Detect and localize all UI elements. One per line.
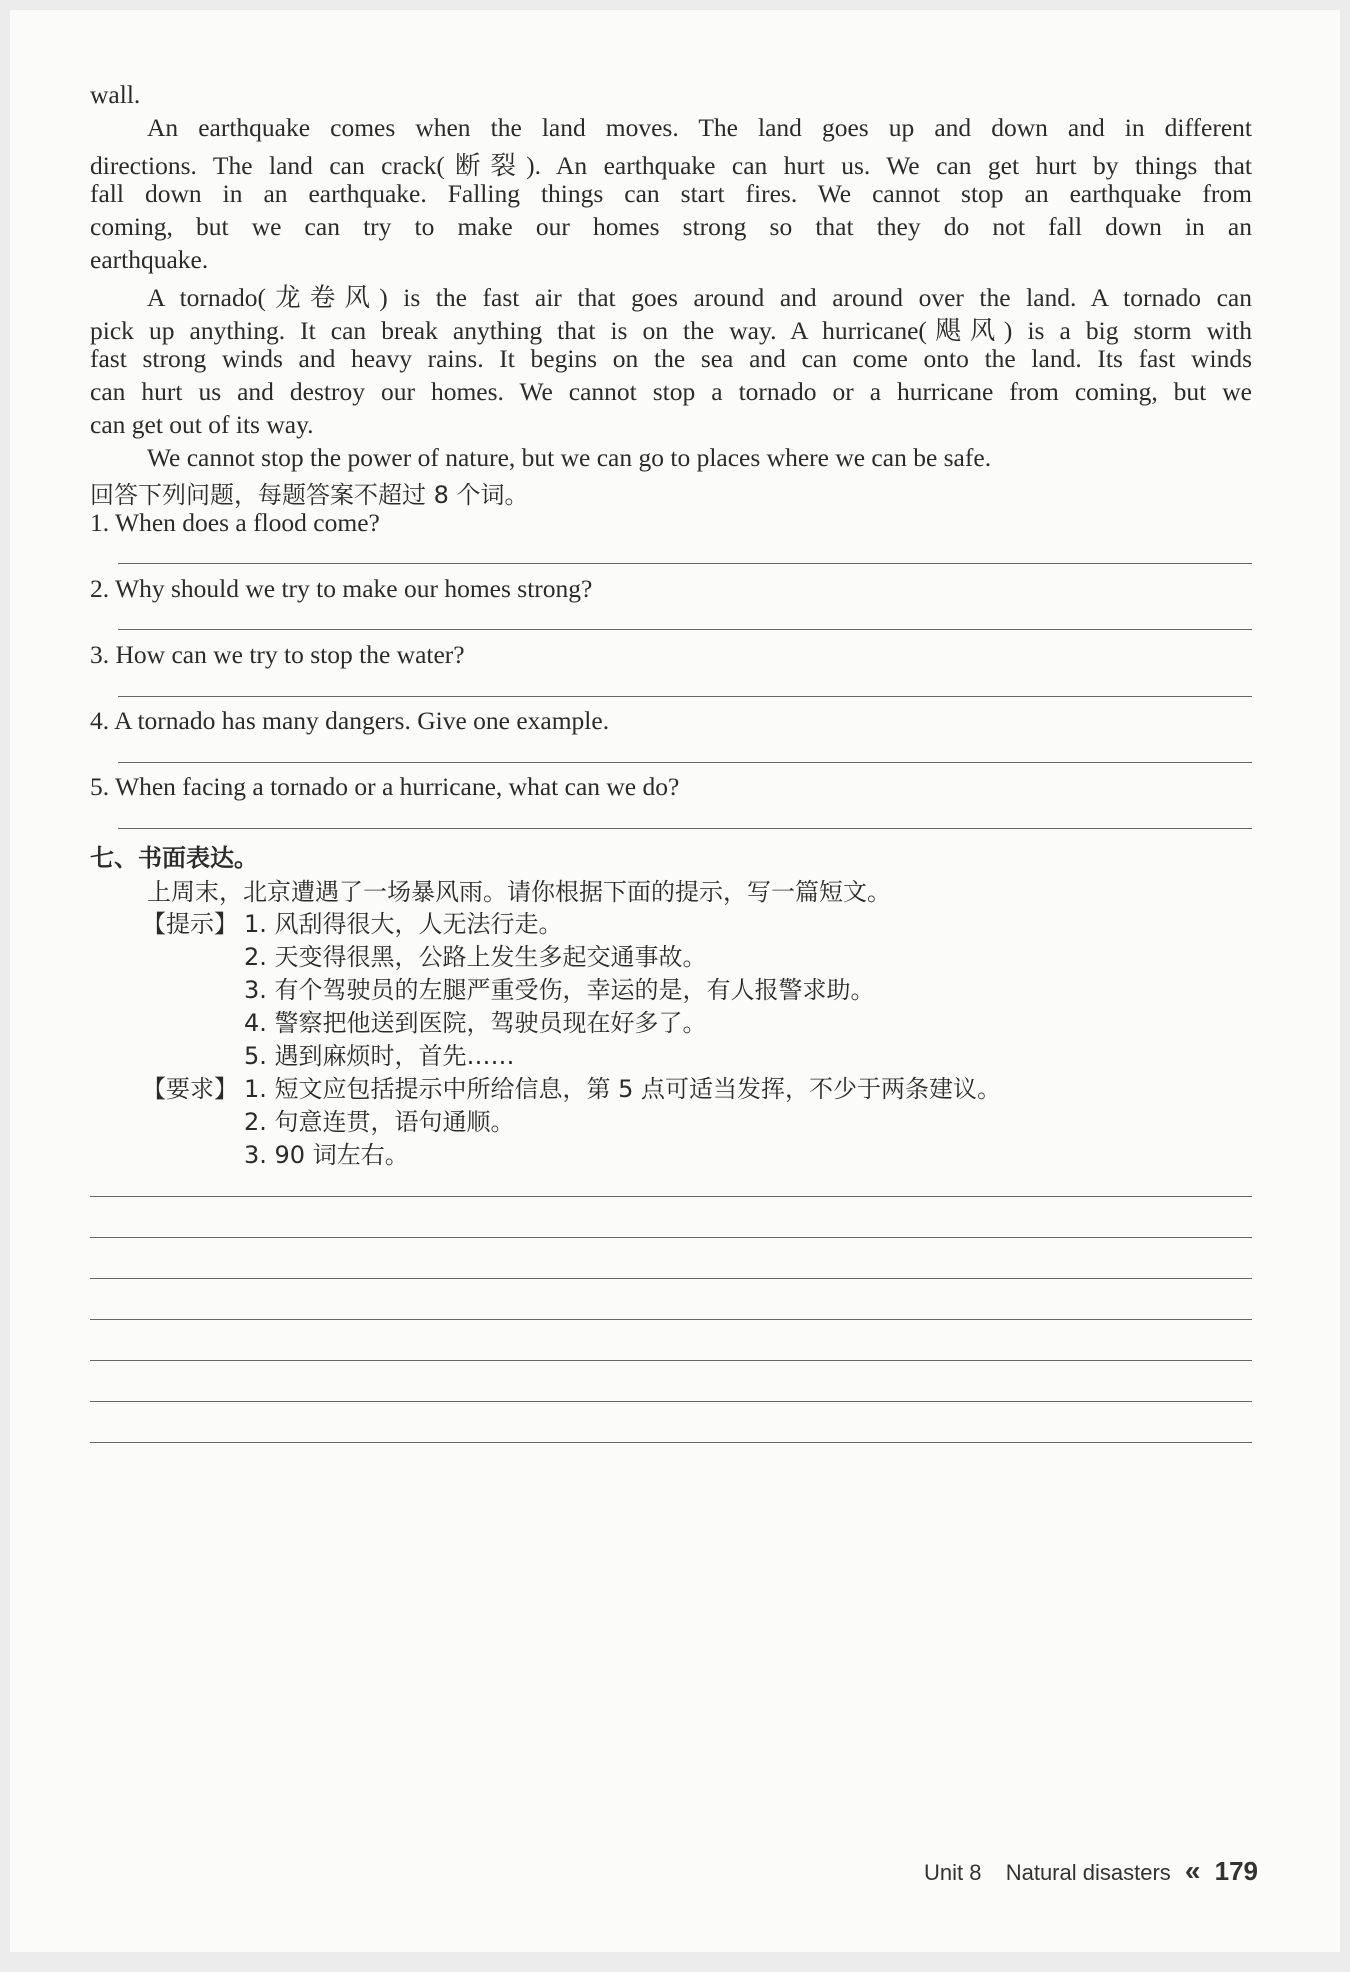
- question-4: 4. A tornado has many dangers. Give one example.: [90, 706, 610, 735]
- passage-line: can hurt us and destroy our homes. We cannot stop a tornado or a hurricane from coming, but we: [90, 377, 1252, 406]
- question-1: 1. When does a flood come?: [90, 508, 380, 537]
- hints-label: 【提示】: [142, 910, 238, 938]
- hint-item: 2. 天变得很黑，公路上发生多起交通事故。: [244, 943, 707, 971]
- question-5: 5. When facing a tornado or a hurricane, what can we do?: [90, 772, 680, 801]
- question-2: 2. Why should we try to make our homes strong?: [90, 574, 593, 603]
- passage-line: fast strong winds and heavy rains. It begins on the sea and can come onto the land. Its fast winds: [90, 344, 1252, 373]
- requirement-item: 3. 90 词左右。: [244, 1141, 409, 1169]
- page-number: 179: [1214, 1856, 1258, 1886]
- passage-line: We cannot stop the power of nature, but we can go to places where we can be safe.: [147, 443, 992, 472]
- passage-line: coming, but we can try to make our homes strong so that they do not fall down in an: [90, 212, 1252, 241]
- passage-line: pick up anything. It can break anything that is on the way. A hurricane(飓风) is a big storm with: [90, 316, 1252, 345]
- passage-line: fall down in an earthquake. Falling things can start fires. We cannot stop an earthquake from: [90, 179, 1252, 208]
- passage-line: can get out of its way.: [90, 410, 314, 439]
- passage-line: earthquake.: [90, 245, 209, 274]
- hint-item: 1. 风刮得很大，人无法行走。: [244, 910, 563, 938]
- writing-line[interactable]: [90, 1278, 1252, 1279]
- hint-item: 3. 有个驾驶员的左腿严重受伤，幸运的是，有人报警求助。: [244, 976, 875, 1004]
- workbook-page: [10, 10, 1340, 1952]
- answer-line-3[interactable]: [118, 696, 1252, 697]
- page-footer: [924, 1855, 1258, 1887]
- answer-line-4[interactable]: [118, 762, 1252, 763]
- passage-line: A tornado(龙卷风) is the fast air that goes around and around over the land. A tornado can: [147, 283, 1252, 312]
- questions-instruction: 回答下列问题，每题答案不超过 8 个词。: [90, 481, 529, 509]
- writing-line[interactable]: [90, 1360, 1252, 1361]
- passage-line: An earthquake comes when the land moves. The land goes up and down and in different: [147, 113, 1252, 142]
- requirements-label: 【要求】: [142, 1075, 238, 1103]
- hint-item: 4. 警察把他送到医院，驾驶员现在好多了。: [244, 1009, 707, 1037]
- footer-title: Natural disasters: [1005, 1860, 1171, 1885]
- answer-line-1[interactable]: [118, 563, 1252, 564]
- question-3: 3. How can we try to stop the water?: [90, 640, 465, 669]
- chevron-left-icon: «: [1184, 1855, 1201, 1886]
- writing-line[interactable]: [90, 1319, 1252, 1320]
- writing-line[interactable]: [90, 1401, 1252, 1402]
- writing-line[interactable]: [90, 1442, 1252, 1443]
- writing-line[interactable]: [90, 1196, 1252, 1197]
- requirement-item: 1. 短文应包括提示中所给信息，第 5 点可适当发挥，不少于两条建议。: [244, 1075, 1002, 1103]
- answer-line-2[interactable]: [118, 629, 1252, 630]
- footer-unit: Unit 8: [923, 1860, 982, 1885]
- hint-item: 5. 遇到麻烦时，首先……: [244, 1042, 515, 1070]
- writing-intro: 上周末，北京遭遇了一场暴风雨。请你根据下面的提示，写一篇短文。: [147, 878, 891, 906]
- section-heading: 七、书面表达。: [90, 844, 258, 872]
- writing-line[interactable]: [90, 1237, 1252, 1238]
- requirement-item: 2. 句意连贯，语句通顺。: [244, 1108, 515, 1136]
- passage-line: wall.: [90, 80, 141, 109]
- passage-line: directions. The land can crack(断裂). An earthquake can hurt us. We can get hurt by things that: [90, 151, 1252, 180]
- answer-line-5[interactable]: [118, 828, 1252, 829]
